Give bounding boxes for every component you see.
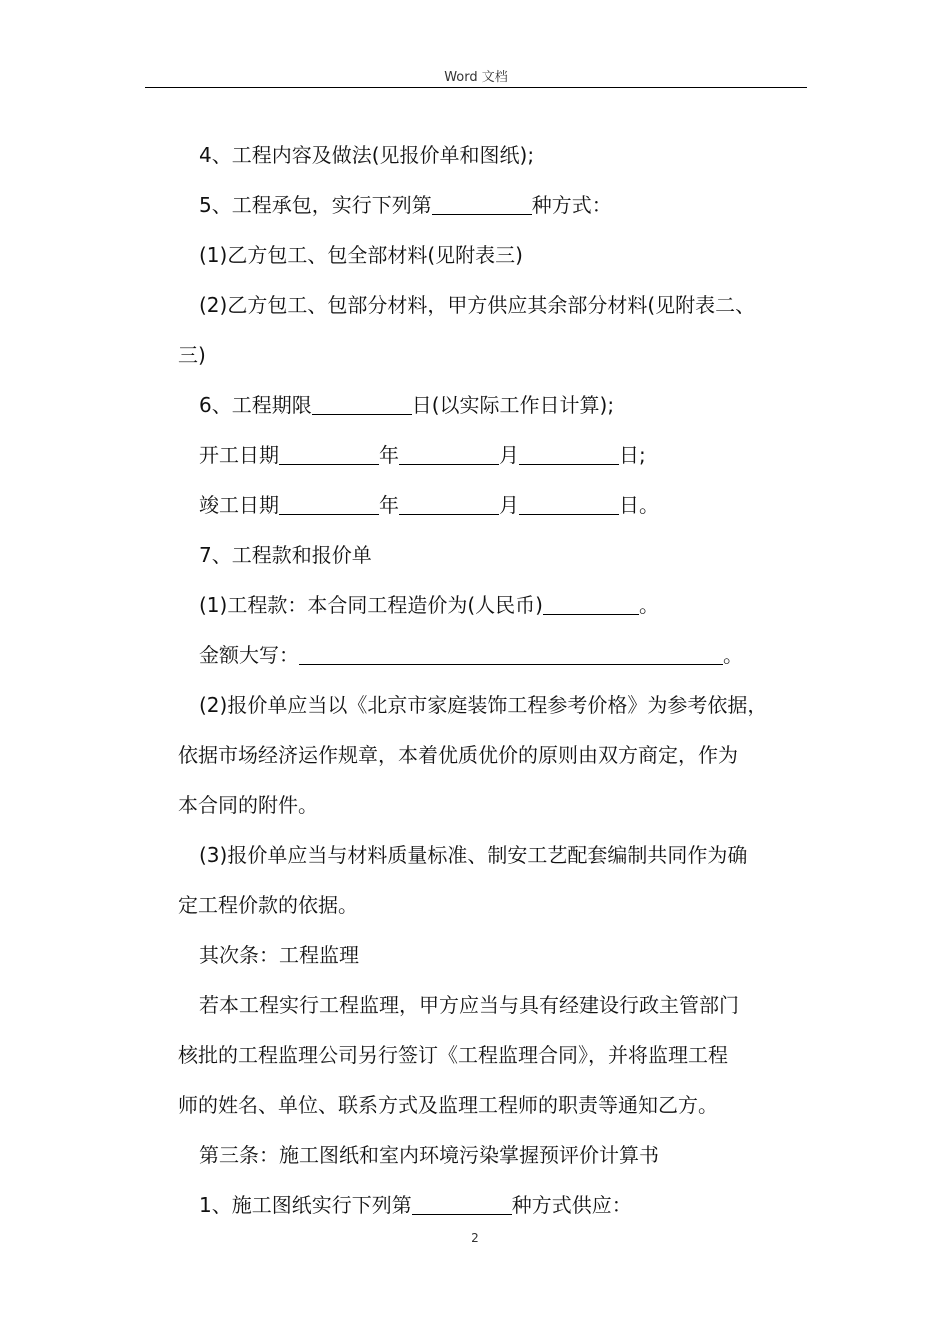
paragraph-line [178,180,812,230]
blank-field [399,492,499,515]
section-heading [178,1130,812,1180]
line-text: 1、施工图纸实行下列第 [199,1193,412,1217]
paragraph-line [178,530,812,580]
blank-field [279,492,379,515]
line-text: 6、工程期限 [199,393,312,417]
blank-field [399,442,499,465]
line-text: 月 [499,493,519,517]
paragraph-line [178,330,812,380]
paragraph-line [178,430,812,480]
line-text: 竣工日期 [199,493,279,517]
paragraph-line [178,830,812,880]
line-text: 年 [379,443,399,467]
blank-field [299,642,723,665]
line-text: (3)报价单应当与材料质量标准、制安工艺配套编制共同作为确 [199,843,748,867]
paragraph-line [178,680,812,730]
line-text: 金额大写： [199,643,299,667]
line-text: 核批的工程监理公司另行签订《工程监理合同》，并将监理工程 [178,1043,728,1067]
line-text: (1)乙方包工、包全部材料(见附表三) [199,243,523,267]
blank-field [519,492,619,515]
paragraph-line [178,280,812,330]
paragraph-line [178,1030,812,1080]
line-text: 年 [379,493,399,517]
blank-field [279,442,379,465]
paragraph-line [178,380,812,430]
line-text: 本合同的附件。 [178,793,318,817]
line-text: 种方式： [531,193,612,217]
paragraph-line [178,630,812,680]
document-body [178,130,812,1230]
blank-field [432,192,532,215]
line-text: 第三条：施工图纸和室内环境污染掌握预评价计算书 [199,1143,659,1167]
line-text: (2)报价单应当以《北京市家庭装饰工程参考价格》为参考依据， [199,693,768,717]
line-text: 种方式供应： [511,1193,632,1217]
page-number: 2 [471,1231,479,1245]
line-text: 日(以实际工作日计算); [411,393,615,417]
line-text: 定工程价款的依据。 [178,893,358,917]
line-text: 5、工程承包，实行下列第 [199,193,432,217]
paragraph-line [178,880,812,930]
blank-field [543,592,639,615]
paragraph-line [178,780,812,830]
line-text: (2)乙方包工、包部分材料，甲方供应其余部分材料(见附表二、 [199,293,756,317]
paragraph-line [178,230,812,280]
line-text: 7、工程款和报价单 [199,543,372,567]
line-text: 月 [499,443,519,467]
paragraph-line [178,1180,812,1230]
line-text: 其次条：工程监理 [199,943,359,967]
line-text: 师的姓名、单位、联系方式及监理工程师的职责等通知乙方。 [178,1093,718,1117]
paragraph-line [178,1080,812,1130]
line-text: 。 [638,593,659,617]
page-header: Word 文档 [444,70,508,85]
header-divider [145,87,807,88]
paragraph-line [178,480,812,530]
line-text: 日。 [619,493,659,517]
line-text: 依据市场经济运作规章，本着优质优价的原则由双方商定，作为 [178,743,738,767]
paragraph-line [178,580,812,630]
paragraph-line [178,130,812,180]
paragraph-line [178,980,812,1030]
paragraph-line [178,730,812,780]
blank-field [519,442,619,465]
line-text: 日; [619,443,646,467]
line-text: 4、工程内容及做法(见报价单和图纸); [199,143,535,167]
line-text: (1)工程款：本合同工程造价为(人民币) [199,593,543,617]
section-heading [178,930,812,980]
blank-field [412,1192,512,1215]
line-text: 。 [723,643,743,667]
line-text: 三) [178,343,206,367]
line-text: 开工日期 [199,443,279,467]
blank-field [312,392,412,415]
line-text: 若本工程实行工程监理，甲方应当与具有经建设行政主管部门 [199,993,739,1017]
